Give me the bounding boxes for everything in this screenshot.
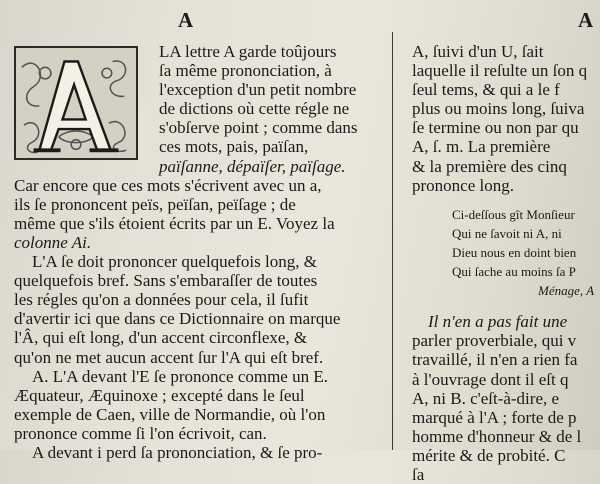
text-line: ils ſe prononcent peïs, peïſan, peïſage ; de bbox=[14, 194, 296, 214]
text-line: homme d'honneur & de l bbox=[412, 426, 582, 446]
text-line: prononce long. bbox=[412, 175, 514, 195]
text-line: & la première des cinq bbox=[412, 156, 567, 176]
text-line: laquelle il reſulte un ſon q bbox=[412, 61, 588, 81]
right-column-header: A bbox=[578, 8, 594, 32]
text-line: à l'ouvrage dont il eſt q bbox=[412, 369, 569, 389]
text-line: ſa même prononciation, à bbox=[159, 61, 332, 81]
text-line: A, ſuivi d'un U, ſait bbox=[412, 42, 544, 61]
text-line: Car encore que ces mots s'écrivent avec un a, bbox=[14, 175, 322, 195]
text-line: s'obſerve point ; comme dans bbox=[159, 118, 358, 138]
text-line: Æquateur, Æquinoxe ; excepté dans le ſeul bbox=[14, 385, 305, 405]
epitaph-attribution: Ménage, A bbox=[538, 283, 595, 299]
text-line: L'A ſe doit prononcer quelquefois long, & bbox=[32, 252, 317, 272]
text-line: païſanne, dépaïſer, païſage. bbox=[159, 156, 346, 176]
text-line: A, ſ. m. La première bbox=[412, 137, 551, 157]
epitaph-line: Dieu nous en doint bien bbox=[452, 244, 577, 260]
text-line: ſe termine ou non par qu bbox=[412, 118, 579, 138]
text-line: Il n'en a pas fait une bbox=[428, 312, 568, 332]
text-line: même que s'ils étoient écrits par un E. Voyez la bbox=[14, 213, 335, 233]
text-line: l'exception d'un petit nombre bbox=[159, 80, 357, 100]
text-line: de dictions où cette régle ne bbox=[159, 99, 350, 119]
left-column-header: A bbox=[178, 8, 194, 32]
text-line: exemple de Caen, ville de Normandie, où l'on bbox=[14, 404, 326, 424]
epitaph-line: Qui ne ſavoit ni A, ni bbox=[452, 225, 562, 241]
text-line: ces mots, pais, païſan, bbox=[159, 137, 309, 157]
text-line: les régles qu'on a données pour cela, il ſufit bbox=[14, 290, 309, 310]
text-line: A, ni B. c'eſt-à-dire, e bbox=[412, 388, 560, 408]
text-line: ſa bbox=[412, 464, 425, 484]
text-line: A. L'A devant l'E ſe prononce comme un E. bbox=[32, 366, 328, 386]
text-line: d'avertir ici que dans ce Dictionnaire on marque bbox=[14, 309, 341, 329]
text-line: parler proverbiale, qui v bbox=[412, 331, 577, 351]
text-line: prononce comme ſi l'on écrivoit, can. bbox=[14, 423, 267, 443]
epitaph-line: Ci-deſſous gît Monſieur bbox=[452, 206, 575, 222]
text-line: plus ou moins long, ſuiva bbox=[412, 99, 585, 119]
text-line: ſeul tems, & qui a le f bbox=[412, 80, 560, 100]
decorated-initial bbox=[14, 46, 138, 160]
column-divider bbox=[392, 32, 393, 450]
right-column bbox=[412, 42, 600, 484]
text-line: marqué à l'A ; forte de p bbox=[412, 407, 577, 427]
epitaph-line: Qui ſache au moins ſa P bbox=[452, 264, 576, 280]
text-line: qu'on ne met aucun accent ſur l'A qui eſt bref. bbox=[14, 347, 324, 367]
left-column bbox=[14, 42, 374, 462]
text-line: A devant i perd ſa prononciation, & ſe pro- bbox=[32, 442, 323, 462]
text-line: quelquefois bref. Sans s'embaraſſer de toutes bbox=[14, 271, 318, 291]
ornamental-initial-a bbox=[16, 48, 136, 158]
text-line: LA lettre A garde toûjours bbox=[159, 42, 337, 61]
text-line: l'Â, qui eſt long, d'un accent circonflexe, & bbox=[14, 328, 308, 348]
text-line: travaillé, il n'en a rien fa bbox=[412, 350, 578, 370]
text-line: mérite & de probité. C bbox=[412, 445, 566, 465]
text-line: colonne Ai. bbox=[14, 232, 92, 252]
